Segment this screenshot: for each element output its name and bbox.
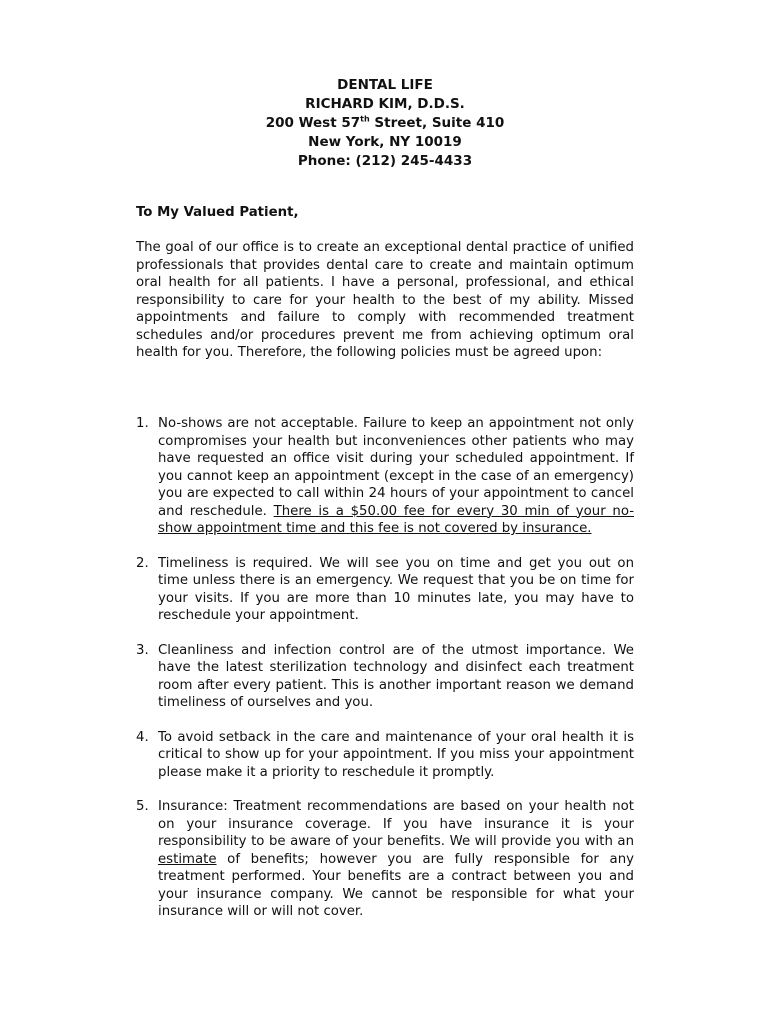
policy-text: Cleanliness and infection control are of the utmost importance. We have the latest sterilization technology and disinfect each treatment room after every patient. This is another important reason we demand timeliness of ourselves and you. [158,642,634,710]
policy-text-continued: of benefits; however you are fully responsible for any treatment performed. Your benefits are a contract between you and your insurance company. We cannot be responsible for what your insurance will or will not cover. [158,851,634,919]
address-street-rest: Street, Suite 410 [369,115,505,131]
phone-line: Phone: (212) 245-4433 [297,153,473,169]
address-line-1 [0,114,770,133]
practice-name: DENTAL LIFE [337,77,433,93]
estimate-emphasis: estimate [158,851,217,867]
letterhead [0,76,770,171]
address-street-number: 200 West 57 [265,115,361,131]
policy-item [136,415,634,538]
policy-text: Insurance: Treatment recommendations are based on your health not on your insurance coverage. If you have insurance it is your responsibility to be aware of your benefits. We will provide you with an [158,799,634,849]
greeting: To My Valued Patient, [136,205,299,220]
policy-number: 5. [136,799,149,814]
policy-number: 2. [136,555,149,571]
doctor-name: RICHARD KIM, D.D.S. [305,96,465,112]
policy-item [136,729,634,782]
policy-number: 3. [136,642,149,658]
policy-text: Timeliness is required. We will see you on time and get you out on time unless there is an emergency. We request that you be on time for your visits. If you are more than 10 minutes late, you may have to reschedule your appointment. [158,555,634,623]
policy-item [136,642,634,712]
address-line-2: New York, NY 10019 [308,134,462,150]
intro-paragraph: The goal of our office is to create an exceptional dental practice of unified professionals that provides dental care to create and maintain optimum oral health for all patients. I have a personal, professional, and ethical responsibility to care for your health to the best of my ability. Missed appointments and failure to comply with recommended treatment schedules and/or procedures prevent me from achieving optimum oral health for you. Therefore, the following policies must be agreed upon: [136,240,634,360]
policy-number: 4. [136,729,149,745]
policy-number: 1. [136,416,149,431]
policy-item [136,555,634,625]
no-show-fee-notice: There is a $50.00 fee for every 30 min of your no-show appointment time and this fee is not covered by insurance. [158,503,634,536]
policy-item [136,798,634,921]
policy-text: To avoid setback in the care and maintenance of your oral health it is critical to show up for your appointment. If you miss your appointment please make it a priority to reschedule it promptly. [158,729,634,780]
policy-list [136,415,634,921]
policy-text: No-shows are not acceptable. Failure to keep an appointment not only compromises your health but inconveniences other patients who may have requested an office visit during your scheduled appointment. If you cannot keep an appointment (except in the case of an emergency) you are expected to call within 24 hours of your appointment to cancel and reschedule. [158,416,634,519]
ordinal-suffix: th [360,114,370,124]
